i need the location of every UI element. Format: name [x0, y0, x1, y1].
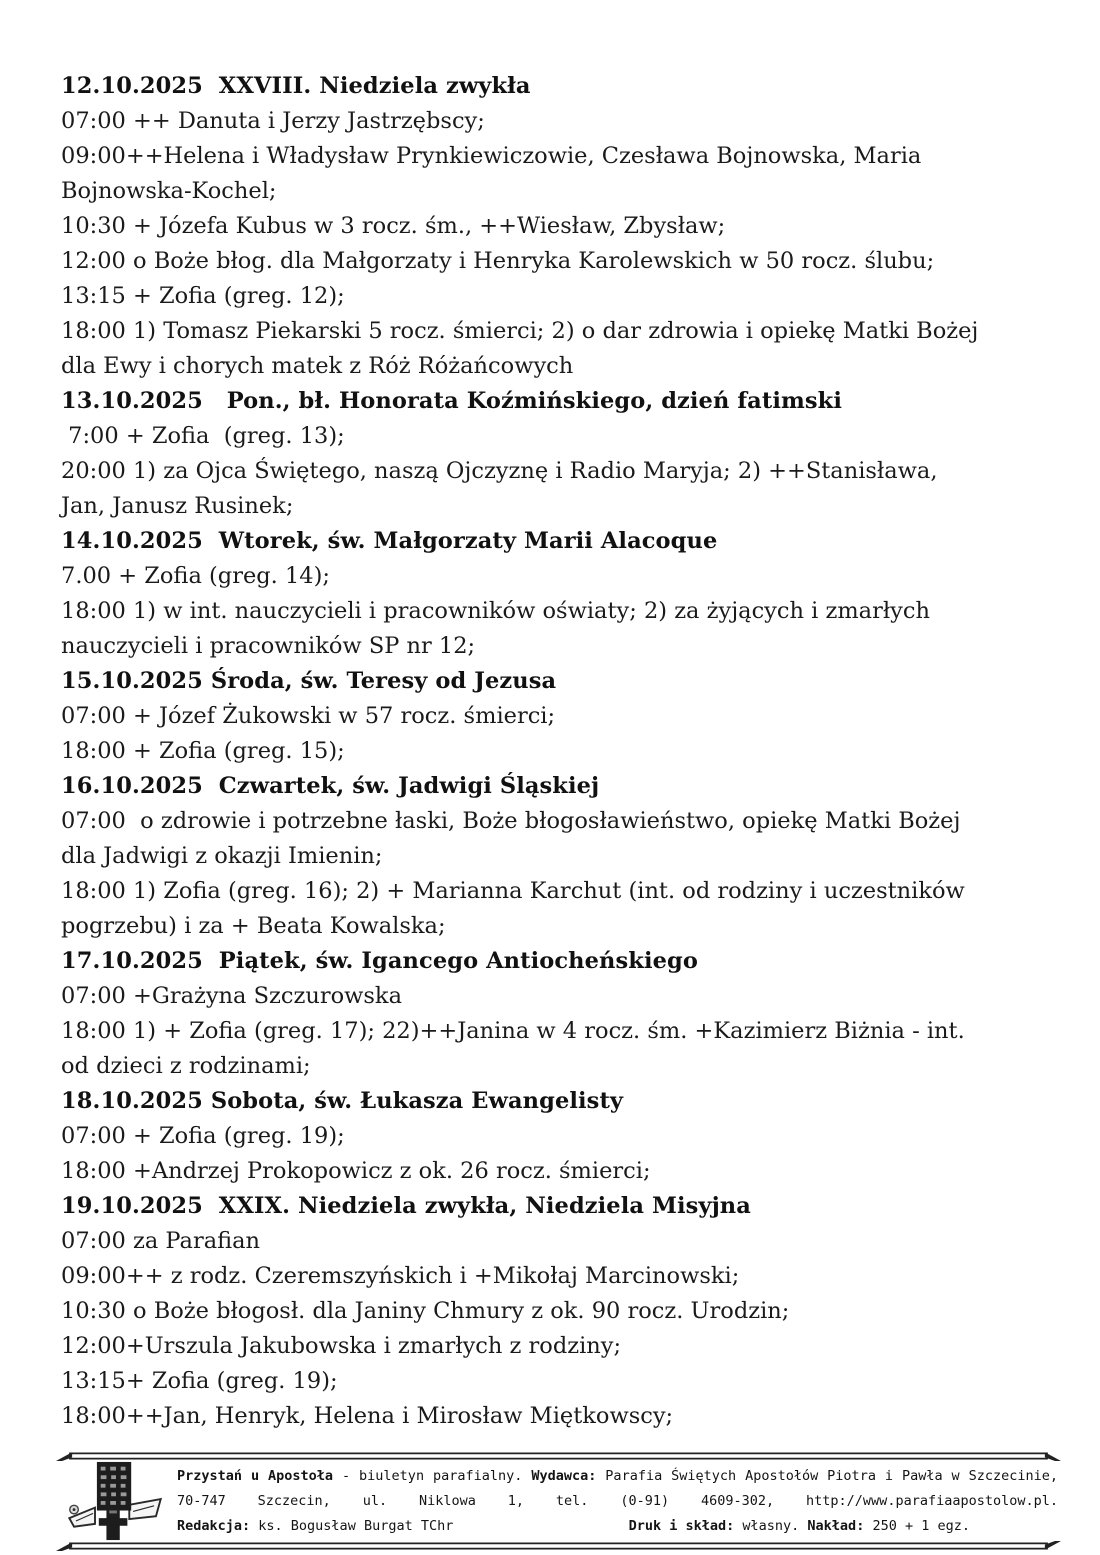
intention-line: nauczycieli i pracowników SP nr 12; — [61, 633, 476, 659]
print-value: własny. — [734, 1517, 808, 1534]
intention-line: 18:00 + Zofia (greg. 15); — [61, 738, 345, 764]
day-header-line: 13.10.2025 Pon., bł. Honorata Koźmińskiego, dzień fatimski — [61, 388, 842, 414]
intention-line: 07:00 ++ Danuta i Jerzy Jastrzębscy; — [61, 108, 485, 134]
day-header-line: 19.10.2025 XXIX. Niedziela zwykła, Niedziela Misyjna — [61, 1193, 751, 1219]
intention-line: 07:00 o zdrowie i potrzebne łaski, Boże błogosławieństwo, opiekę Matki Bożej — [61, 808, 961, 834]
intention-line: dla Jadwigi z okazji Imienin; — [61, 843, 383, 869]
footer-top-double-rule — [55, 1451, 1062, 1462]
intention-line: 7:00 + Zofia (greg. 13); — [61, 423, 345, 449]
footer-bottom-double-rule — [55, 1540, 1062, 1551]
editor-value: ks. Bogusław Burgat TChr — [250, 1517, 454, 1534]
intention-line: 18:00++Jan, Henryk, Helena i Mirosław Miętkowscy; — [61, 1403, 674, 1429]
intention-line: 18:00 +Andrzej Prokopowicz z ok. 26 rocz. śmierci; — [61, 1158, 651, 1184]
intention-line: Bojnowska-Kochel; — [61, 178, 277, 204]
intention-line: 07:00 + Józef Żukowski w 57 rocz. śmierci; — [61, 703, 556, 729]
day-header-line: 15.10.2025 Środa, św. Teresy od Jezusa — [61, 668, 557, 694]
publisher-value: Parafia Świętych Apostołów Piotra i Pawła w Szczecinie, — [596, 1467, 1058, 1484]
intention-line: Jan, Janusz Rusinek; — [61, 493, 294, 519]
day-header-line: 14.10.2025 Wtorek, św. Małgorzaty Marii Alacoque — [61, 528, 718, 554]
print-label: Druk i skład: — [628, 1517, 735, 1534]
address-text: 70-747 Szczecin, ul. Niklowa 1, tel. (0-91) 4609-302, http://www.parafiaapostolow.pl. — [177, 1492, 1058, 1509]
intention-line: 09:00++Helena i Władysław Prynkiewiczowie, Czesława Bojnowska, Maria — [61, 143, 922, 169]
intention-line: 13:15 + Zofia (greg. 12); — [61, 283, 345, 309]
editor-label: Redakcja: — [177, 1517, 251, 1534]
editor-info — [177, 1514, 453, 1539]
circulation-label: Nakład: — [807, 1517, 865, 1534]
intention-line: 12:00 o Boże błog. dla Małgorzaty i Henryka Karolewskich w 50 rocz. ślubu; — [61, 248, 935, 274]
intention-line: 10:30 o Boże błogosł. dla Janiny Chmury z ok. 90 rocz. Urodzin; — [61, 1298, 790, 1324]
mass-intentions-schedule — [61, 69, 1080, 1434]
intention-line: 07:00 +Grażyna Szczurowska — [61, 983, 402, 1009]
intention-line: 07:00 + Zofia (greg. 19); — [61, 1123, 345, 1149]
intention-line: 07:00 za Parafian — [61, 1228, 261, 1254]
intention-line: 7.00 + Zofia (greg. 14); — [61, 563, 330, 589]
intention-line: 09:00++ z rodz. Czeremszyńskich i +Mikołaj Marcinowski; — [61, 1263, 740, 1289]
intention-line: 18:00 1) Tomasz Piekarski 5 rocz. śmierci; 2) o dar zdrowia i opiekę Matki Bożej — [61, 318, 979, 344]
footer-text — [163, 1464, 1062, 1539]
day-header-line: 12.10.2025 XXVIII. Niedziela zwykła — [61, 73, 531, 99]
bulletin-description: - biuletyn parafialny. — [333, 1467, 532, 1484]
print-info — [629, 1514, 970, 1539]
circulation-value: 250 + 1 egz. — [864, 1517, 970, 1534]
intention-line: 18:00 1) + Zofia (greg. 17); 22)++Janina w 4 rocz. śm. +Kazimierz Biżnia - int. — [61, 1018, 965, 1044]
intention-line: od dzieci z rodzinami; — [61, 1053, 311, 1079]
day-header-line: 17.10.2025 Piątek, św. Igancego Antiocheńskiego — [61, 948, 698, 974]
intention-line: pogrzebu) i za + Beata Kowalska; — [61, 913, 446, 939]
day-header-line: 18.10.2025 Sobota, św. Łukasza Ewangelisty — [61, 1088, 624, 1114]
footer-line-address — [177, 1489, 1058, 1514]
publisher-label: Wydawca: — [531, 1467, 597, 1484]
intention-line: dla Ewy i chorych matek z Róż Różańcowych — [61, 353, 574, 379]
footer-info-box — [55, 1451, 1062, 1551]
intention-line: 13:15+ Zofia (greg. 19); — [61, 1368, 338, 1394]
intention-line: 18:00 1) Zofia (greg. 16); 2) + Marianna Karchut (int. od rodziny i uczestników — [61, 878, 965, 904]
parish-logo-icon — [67, 1461, 163, 1541]
intention-line: 20:00 1) za Ojca Świętego, naszą Ojczyznę i Radio Maryja; 2) ++Stanisława, — [61, 458, 938, 484]
footer-line-credits — [177, 1514, 1058, 1539]
footer-line-publisher — [177, 1464, 1058, 1489]
footer-content — [55, 1462, 1062, 1540]
intention-line: 10:30 + Józefa Kubus w 3 rocz. śm., ++Wiesław, Zbysław; — [61, 213, 726, 239]
intention-line: 12:00+Urszula Jakubowska i zmarłych z rodziny; — [61, 1333, 622, 1359]
bulletin-title: Przystań u Apostoła — [177, 1467, 334, 1484]
day-header-line: 16.10.2025 Czwartek, św. Jadwigi Śląskiej — [61, 773, 600, 799]
intention-line: 18:00 1) w int. nauczycieli i pracowników oświaty; 2) za żyjących i zmarłych — [61, 598, 930, 624]
